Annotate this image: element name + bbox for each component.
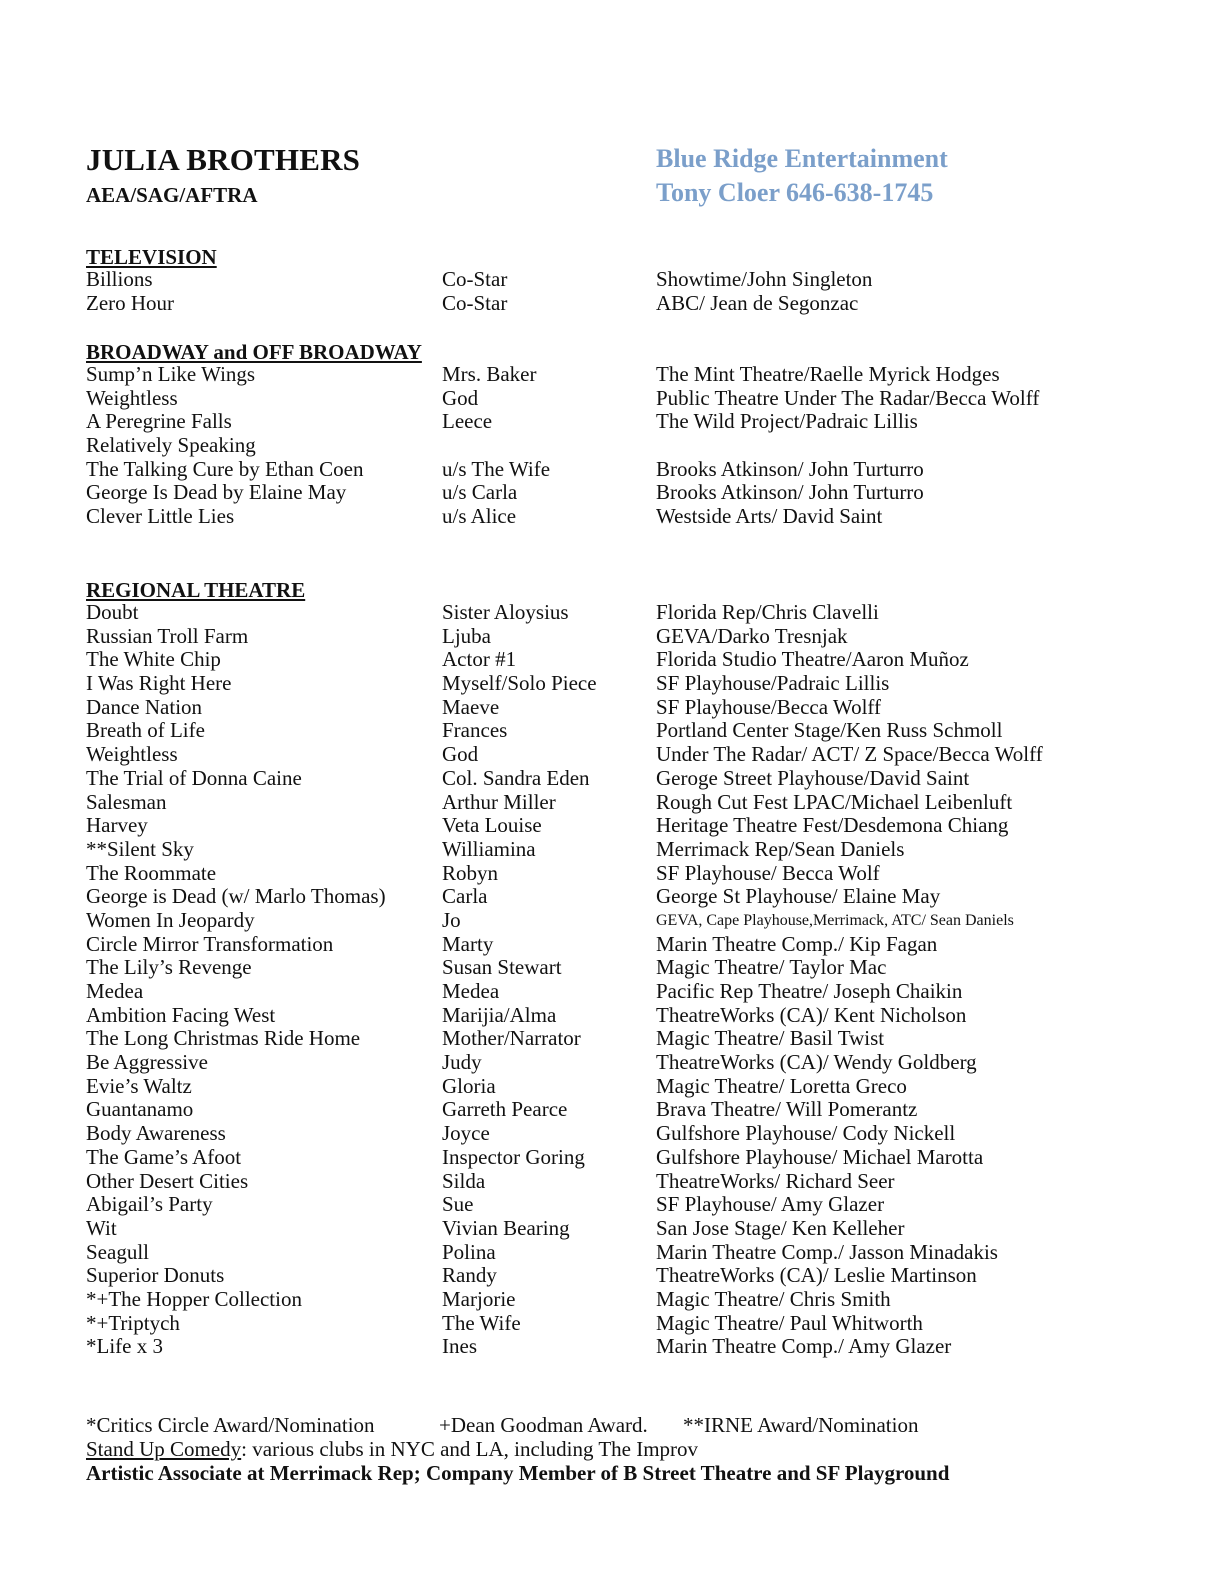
section-heading-television: TELEVISION <box>86 245 217 269</box>
credit-title: Weightless <box>86 385 178 410</box>
credit-row <box>86 672 1146 696</box>
credit-row <box>86 1312 1146 1336</box>
credit-venue-director: Brooks Atkinson/ John Turturro <box>656 480 924 505</box>
credit-title: Guantanamo <box>86 1097 194 1122</box>
credit-venue-director: Public Theatre Under The Radar/Becca Wolff <box>656 385 1040 410</box>
credit-venue-director: Portland Center Stage/Ken Russ Schmoll <box>656 718 1003 743</box>
section-heading-broadway: BROADWAY and OFF BROADWAY <box>86 340 422 364</box>
credit-role: Robyn <box>442 860 499 885</box>
credit-venue-director: Magic Theatre/ Paul Whitworth <box>656 1310 923 1335</box>
credit-row <box>86 505 1146 529</box>
credit-role: Myself/Solo Piece <box>442 671 597 696</box>
credit-row <box>86 956 1146 980</box>
credit-row <box>86 933 1146 957</box>
dean-goodman-note: +Dean Goodman Award. <box>439 1413 648 1437</box>
credit-title: The Long Christmas Ride Home <box>86 1026 361 1051</box>
credit-title: Relatively Speaking <box>86 433 256 458</box>
credit-role: Joyce <box>442 1121 490 1146</box>
credit-title: George is Dead (w/ Marlo Thomas) <box>86 884 386 909</box>
credit-role: Marty <box>442 931 494 956</box>
credit-row <box>86 696 1146 720</box>
credit-venue-director: Gulfshore Playhouse/ Michael Marotta <box>656 1144 984 1169</box>
credit-role: Medea <box>442 979 500 1003</box>
credit-role: Mother/Narrator <box>442 1026 581 1051</box>
credit-row <box>86 1098 1146 1122</box>
credit-row <box>86 791 1146 815</box>
credit-role: God <box>442 385 479 410</box>
credit-role: Williamina <box>442 836 536 861</box>
credit-venue-director: TheatreWorks (CA)/ Kent Nicholson <box>656 1002 967 1027</box>
credit-row <box>86 1051 1146 1075</box>
credit-venue-director: Geroge Street Playhouse/David Saint <box>656 765 970 790</box>
credit-role: u/s The Wife <box>442 456 551 481</box>
credit-title: Salesman <box>86 789 167 814</box>
credit-role: Mrs. Baker <box>442 362 537 386</box>
credit-row <box>86 1217 1146 1241</box>
artistic-associate-line: Artistic Associate at Merrimack Rep; Company Member of B Street Theatre and SF Playground <box>86 1461 950 1485</box>
credit-row <box>86 719 1146 743</box>
credit-venue-director: GEVA, Cape Playhouse,Merrimack, ATC/ Sean Daniels <box>656 911 1014 929</box>
credit-list <box>86 268 1146 315</box>
credit-role: Maeve <box>442 694 500 719</box>
credit-title: Body Awareness <box>86 1121 226 1146</box>
broadway-section <box>86 341 1146 529</box>
credit-row <box>86 1264 1146 1288</box>
irne-note: **IRNE Award/Nomination <box>683 1413 919 1437</box>
credit-row <box>86 885 1146 909</box>
credit-role: Judy <box>442 1050 482 1075</box>
credit-venue-director: San Jose Stage/ Ken Kelleher <box>656 1215 905 1240</box>
credit-title: Medea <box>86 979 144 1003</box>
credit-list <box>86 363 1146 529</box>
credit-role: Veta Louise <box>442 813 542 838</box>
credit-role: Vivian Bearing <box>442 1215 570 1240</box>
credit-venue-director: The Wild Project/Padraic Lillis <box>656 409 918 434</box>
television-section <box>86 246 1146 315</box>
credit-title: Women In Jeopardy <box>86 907 255 932</box>
credit-role: Leece <box>442 409 493 434</box>
agency-name: Blue Ridge Entertainment <box>656 144 948 173</box>
credit-venue-director: Florida Rep/Chris Clavelli <box>656 600 879 624</box>
credit-venue-director: Florida Studio Theatre/Aaron Muñoz <box>656 647 969 672</box>
credit-row <box>86 601 1146 625</box>
credit-venue-director: Magic Theatre/ Taylor Mac <box>656 955 887 980</box>
credit-row <box>86 268 1146 292</box>
standup-label: Stand Up Comedy <box>86 1437 242 1461</box>
credit-venue-director: Pacific Rep Theatre/ Joseph Chaikin <box>656 979 963 1003</box>
credit-title: Superior Donuts <box>86 1263 225 1288</box>
credit-role: Ines <box>442 1334 477 1359</box>
credit-role: Randy <box>442 1263 497 1288</box>
credit-venue-director: Magic Theatre/ Basil Twist <box>656 1026 885 1051</box>
credit-venue-director: Marin Theatre Comp./ Jasson Minadakis <box>656 1239 998 1264</box>
credit-venue-director: The Mint Theatre/Raelle Myrick Hodges <box>656 362 1000 386</box>
credit-title: A Peregrine Falls <box>86 409 232 434</box>
credit-row <box>86 1170 1146 1194</box>
credit-row <box>86 1027 1146 1051</box>
credit-role: u/s Alice <box>442 504 517 529</box>
credit-row <box>86 292 1146 316</box>
credit-role: Arthur Miller <box>442 789 556 814</box>
credit-row <box>86 481 1146 505</box>
credit-title: Dance Nation <box>86 694 203 719</box>
credit-title: *+Triptych <box>86 1310 180 1335</box>
credit-title: The Talking Cure by Ethan Coen <box>86 456 364 481</box>
credit-title: Russian Troll Farm <box>86 623 249 648</box>
credit-role: Silda <box>442 1168 486 1193</box>
credit-title: Breath of Life <box>86 718 205 743</box>
credit-title: The Lily’s Revenge <box>86 955 252 980</box>
credit-row <box>86 363 1146 387</box>
credit-venue-director: ABC/ Jean de Segonzac <box>656 290 859 315</box>
credit-title: I Was Right Here <box>86 671 232 696</box>
credit-venue-director: Marin Theatre Comp./ Kip Fagan <box>656 931 938 956</box>
credit-role: Ljuba <box>442 623 491 648</box>
credit-title: **Silent Sky <box>86 836 194 861</box>
credit-venue-director: GEVA/Darko Tresnjak <box>656 623 848 648</box>
credit-row <box>86 458 1146 482</box>
union-affiliations: AEA/SAG/AFTRA <box>86 183 258 207</box>
credit-title: Be Aggressive <box>86 1050 208 1075</box>
credit-title: Sump’n Like Wings <box>86 362 256 386</box>
agent-contact: Tony Cloer 646-638-1745 <box>656 178 934 207</box>
credit-title: George Is Dead by Elaine May <box>86 480 347 505</box>
credit-row <box>86 625 1146 649</box>
credit-venue-director: Merrimack Rep/Sean Daniels <box>656 836 905 861</box>
credit-row <box>86 814 1146 838</box>
credit-venue-director: SF Playhouse/ Becca Wolf <box>656 860 880 885</box>
credit-venue-director: Showtime/John Singleton <box>656 267 873 291</box>
credit-title: Harvey <box>86 813 148 838</box>
section-heading-regional: REGIONAL THEATRE <box>86 578 306 602</box>
credit-title: Abigail’s Party <box>86 1192 213 1217</box>
credit-role: Jo <box>442 907 461 932</box>
credit-role: Col. Sandra Eden <box>442 765 590 790</box>
credit-title: Weightless <box>86 742 178 767</box>
credit-row <box>86 1335 1146 1359</box>
credit-title: Wit <box>86 1215 117 1240</box>
credit-role: Actor #1 <box>442 647 517 672</box>
credit-title: The Game’s Afoot <box>86 1144 242 1169</box>
credit-row <box>86 434 1146 458</box>
regional-section <box>86 579 1146 1359</box>
credit-venue-director: George St Playhouse/ Elaine May <box>656 884 941 909</box>
credit-title: *+The Hopper Collection <box>86 1286 302 1311</box>
credit-venue-director: Westside Arts/ David Saint <box>656 504 883 529</box>
credit-role: Susan Stewart <box>442 955 562 980</box>
credit-venue-director: Brooks Atkinson/ John Turturro <box>656 456 924 481</box>
credit-row <box>86 862 1146 886</box>
credit-title: Ambition Facing West <box>86 1002 276 1027</box>
credit-title: Seagull <box>86 1239 149 1264</box>
standup-text: : various clubs in NYC and LA, including The Improv <box>241 1437 699 1461</box>
credit-venue-director: TheatreWorks/ Richard Seer <box>656 1168 895 1193</box>
credit-row <box>86 387 1146 411</box>
credit-row <box>86 767 1146 791</box>
credit-venue-director: Rough Cut Fest LPAC/Michael Leibenluft <box>656 789 1013 814</box>
credit-role: Marijia/Alma <box>442 1002 557 1027</box>
credit-venue-director: SF Playhouse/Padraic Lillis <box>656 671 890 696</box>
credit-venue-director: TheatreWorks (CA)/ Wendy Goldberg <box>656 1050 977 1075</box>
credit-row <box>86 838 1146 862</box>
credit-role: God <box>442 742 479 767</box>
credit-venue-director: Magic Theatre/ Chris Smith <box>656 1286 891 1311</box>
credit-role: The Wife <box>442 1310 521 1335</box>
credit-venue-director: Magic Theatre/ Loretta Greco <box>656 1073 907 1098</box>
credit-role: Co-Star <box>442 290 508 315</box>
credit-role: Frances <box>442 718 508 743</box>
credit-title: Clever Little Lies <box>86 504 235 529</box>
credit-title: The Roommate <box>86 860 217 885</box>
credit-role: Carla <box>442 884 488 909</box>
credit-row <box>86 980 1146 1004</box>
credit-row <box>86 410 1146 434</box>
credit-row <box>86 1193 1146 1217</box>
credit-role: Co-Star <box>442 267 508 291</box>
credit-role: Gloria <box>442 1073 496 1098</box>
credit-title: Zero Hour <box>86 290 175 315</box>
credit-row <box>86 1122 1146 1146</box>
actor-name: JULIA BROTHERS <box>86 142 361 177</box>
credit-row <box>86 1288 1146 1312</box>
credit-list <box>86 601 1146 1359</box>
credit-role: u/s Carla <box>442 480 518 505</box>
credit-venue-director: Gulfshore Playhouse/ Cody Nickell <box>656 1121 956 1146</box>
credit-title: Other Desert Cities <box>86 1168 249 1193</box>
credit-venue-director: Marin Theatre Comp./ Amy Glazer <box>656 1334 952 1359</box>
credit-role: Inspector Goring <box>442 1144 585 1169</box>
standup-comedy-line <box>86 1437 698 1462</box>
credit-title: *Life x 3 <box>86 1334 163 1359</box>
credit-title: Evie’s Waltz <box>86 1073 192 1098</box>
credit-role: Polina <box>442 1239 496 1264</box>
credit-row <box>86 648 1146 672</box>
credit-role: Marjorie <box>442 1286 516 1311</box>
credit-title: Circle Mirror Transformation <box>86 931 334 956</box>
credit-title: Doubt <box>86 600 139 624</box>
credit-role: Garreth Pearce <box>442 1097 568 1122</box>
credit-venue-director: Brava Theatre/ Will Pomerantz <box>656 1097 918 1122</box>
credit-role: Sue <box>442 1192 474 1217</box>
credit-row <box>86 743 1146 767</box>
credit-role: Sister Aloysius <box>442 600 569 624</box>
credit-venue-director: Heritage Theatre Fest/Desdemona Chiang <box>656 813 1009 838</box>
credit-venue-director: Under The Radar/ ACT/ Z Space/Becca Wolff <box>656 742 1043 767</box>
credit-row <box>86 1146 1146 1170</box>
credit-row <box>86 1004 1146 1028</box>
credit-venue-director: SF Playhouse/ Amy Glazer <box>656 1192 885 1217</box>
credit-row <box>86 1075 1146 1099</box>
credit-title: The White Chip <box>86 647 221 672</box>
credit-venue-director: SF Playhouse/Becca Wolff <box>656 694 882 719</box>
credit-title: Billions <box>86 267 153 291</box>
critics-circle-note: *Critics Circle Award/Nomination <box>86 1413 375 1437</box>
credit-row <box>86 1241 1146 1265</box>
credit-title: The Trial of Donna Caine <box>86 765 302 790</box>
credit-venue-director: TheatreWorks (CA)/ Leslie Martinson <box>656 1263 977 1288</box>
credit-row <box>86 909 1146 933</box>
